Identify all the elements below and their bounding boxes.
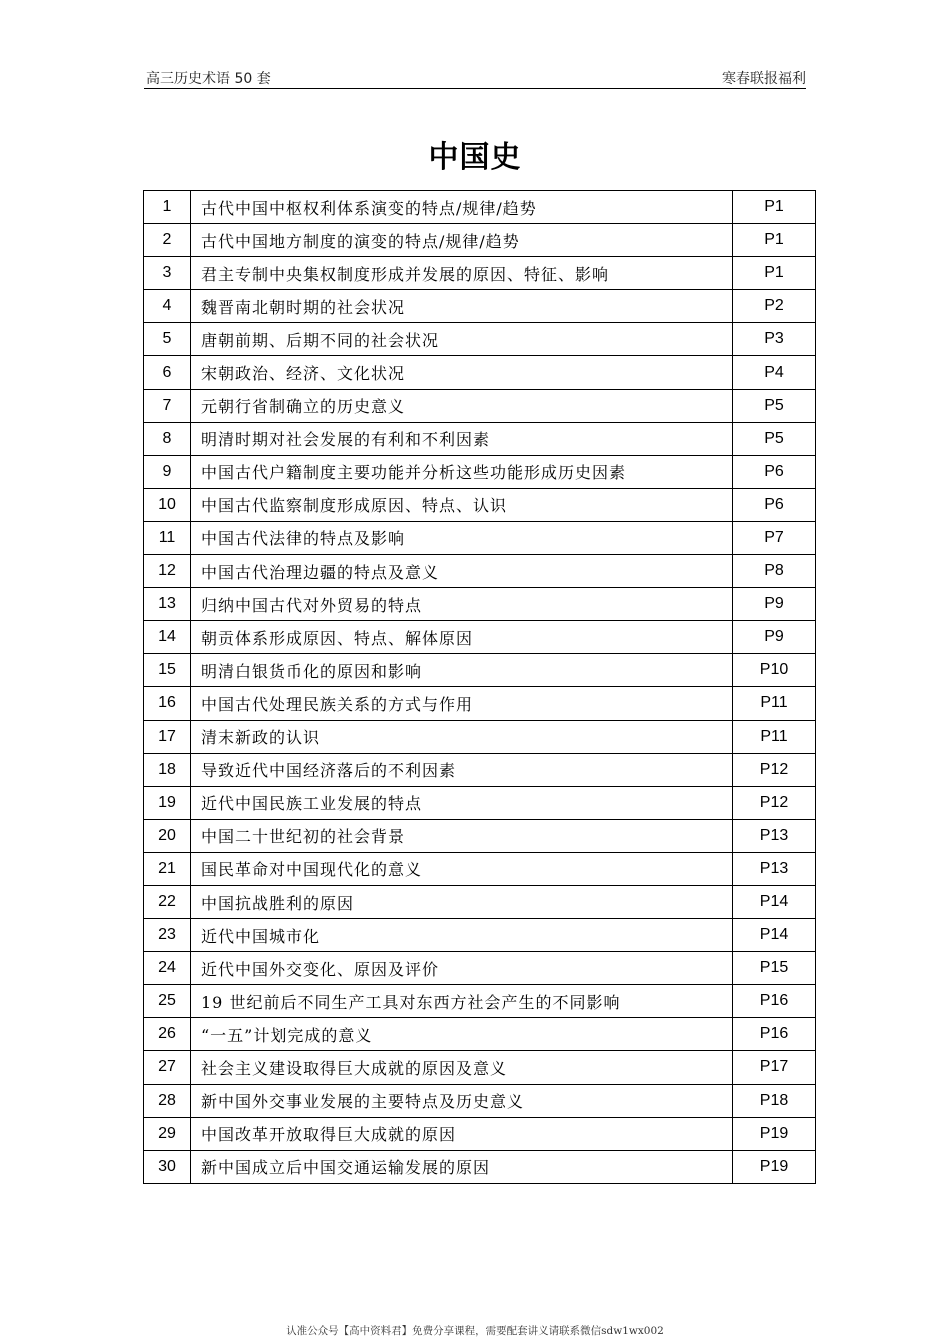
row-topic: 近代中国民族工业发展的特点 — [191, 786, 733, 819]
header-left-text: 高三历史术语 50 套 — [146, 71, 271, 87]
table-row — [144, 621, 816, 654]
row-topic: 新中国成立后中国交通运输发展的原因 — [191, 1150, 733, 1183]
row-number: 18 — [144, 753, 191, 786]
table-row — [144, 588, 816, 621]
row-number: 16 — [144, 687, 191, 720]
row-number: 10 — [144, 488, 191, 521]
row-page-ref: P1 — [733, 257, 816, 290]
row-number: 5 — [144, 323, 191, 356]
row-number: 11 — [144, 521, 191, 554]
row-number: 19 — [144, 786, 191, 819]
row-topic: 中国古代法律的特点及影响 — [191, 521, 733, 554]
row-page-ref: P9 — [733, 588, 816, 621]
page-title: 中国史 — [428, 140, 522, 175]
row-page-ref: P11 — [733, 687, 816, 720]
toc-body — [144, 191, 816, 1184]
table-row — [144, 356, 816, 389]
row-page-ref: P3 — [733, 323, 816, 356]
table-row — [144, 1150, 816, 1183]
row-topic: 明清白银货币化的原因和影响 — [191, 654, 733, 687]
header-right-text: 寒春联报福利 — [722, 71, 806, 87]
table-row — [144, 985, 816, 1018]
row-topic: 中国古代监察制度形成原因、特点、认识 — [191, 488, 733, 521]
row-number: 3 — [144, 257, 191, 290]
row-page-ref: P13 — [733, 852, 816, 885]
row-page-ref: P5 — [733, 422, 816, 455]
row-number: 7 — [144, 389, 191, 422]
row-number: 23 — [144, 919, 191, 952]
row-number: 12 — [144, 555, 191, 588]
table-row — [144, 753, 816, 786]
row-page-ref: P12 — [733, 753, 816, 786]
row-topic: 宋朝政治、经济、文化状况 — [191, 356, 733, 389]
table-row — [144, 952, 816, 985]
row-topic: 君主专制中央集权制度形成并发展的原因、特征、影响 — [191, 257, 733, 290]
row-page-ref: P19 — [733, 1150, 816, 1183]
row-topic: 中国古代治理边疆的特点及意义 — [191, 555, 733, 588]
row-topic: 归纳中国古代对外贸易的特点 — [191, 588, 733, 621]
row-topic: 社会主义建设取得巨大成就的原因及意义 — [191, 1051, 733, 1084]
row-number: 27 — [144, 1051, 191, 1084]
row-page-ref: P7 — [733, 521, 816, 554]
row-page-ref: P18 — [733, 1084, 816, 1117]
row-topic: 朝贡体系形成原因、特点、解体原因 — [191, 621, 733, 654]
row-number: 9 — [144, 455, 191, 488]
table-row — [144, 1018, 816, 1051]
row-topic: 近代中国城市化 — [191, 919, 733, 952]
row-topic: 古代中国中枢权利体系演变的特点/规律/趋势 — [191, 191, 733, 224]
table-row — [144, 455, 816, 488]
table-row — [144, 654, 816, 687]
row-page-ref: P16 — [733, 985, 816, 1018]
row-topic: 国民革命对中国现代化的意义 — [191, 852, 733, 885]
table-row — [144, 521, 816, 554]
table-row — [144, 720, 816, 753]
page-header — [144, 66, 806, 89]
row-number: 15 — [144, 654, 191, 687]
row-topic: 明清时期对社会发展的有利和不利因素 — [191, 422, 733, 455]
row-topic: 导致近代中国经济落后的不利因素 — [191, 753, 733, 786]
table-row — [144, 1084, 816, 1117]
row-page-ref: P10 — [733, 654, 816, 687]
row-number: 25 — [144, 985, 191, 1018]
table-row — [144, 257, 816, 290]
row-topic: 19 世纪前后不同生产工具对东西方社会产生的不同影响 — [191, 985, 733, 1018]
row-page-ref: P14 — [733, 919, 816, 952]
table-row — [144, 687, 816, 720]
row-number: 29 — [144, 1117, 191, 1150]
row-page-ref: P4 — [733, 356, 816, 389]
row-page-ref: P1 — [733, 224, 816, 257]
row-topic: 近代中国外交变化、原因及评价 — [191, 952, 733, 985]
row-number: 28 — [144, 1084, 191, 1117]
page-footer: 认准公众号【高中资料君】免费分享课程，需要配套讲义请联系微信sdw1wx002 — [286, 1325, 664, 1337]
row-number: 13 — [144, 588, 191, 621]
table-row — [144, 224, 816, 257]
row-topic: 新中国外交事业发展的主要特点及历史意义 — [191, 1084, 733, 1117]
row-page-ref: P14 — [733, 885, 816, 918]
table-row — [144, 389, 816, 422]
row-topic: 清末新政的认识 — [191, 720, 733, 753]
row-number: 4 — [144, 290, 191, 323]
row-topic: 魏晋南北朝时期的社会状况 — [191, 290, 733, 323]
table-row — [144, 885, 816, 918]
table-of-contents — [143, 190, 816, 1184]
row-topic: 唐朝前期、后期不同的社会状况 — [191, 323, 733, 356]
row-page-ref: P6 — [733, 455, 816, 488]
row-page-ref: P15 — [733, 952, 816, 985]
row-page-ref: P6 — [733, 488, 816, 521]
row-page-ref: P9 — [733, 621, 816, 654]
row-number: 24 — [144, 952, 191, 985]
row-number: 22 — [144, 885, 191, 918]
table-row — [144, 555, 816, 588]
row-page-ref: P8 — [733, 555, 816, 588]
row-page-ref: P2 — [733, 290, 816, 323]
row-page-ref: P17 — [733, 1051, 816, 1084]
table-row — [144, 819, 816, 852]
row-page-ref: P13 — [733, 819, 816, 852]
table-row — [144, 852, 816, 885]
table-row — [144, 290, 816, 323]
row-number: 8 — [144, 422, 191, 455]
row-number: 6 — [144, 356, 191, 389]
table-row — [144, 919, 816, 952]
row-number: 1 — [144, 191, 191, 224]
row-topic: 古代中国地方制度的演变的特点/规律/趋势 — [191, 224, 733, 257]
table-row — [144, 323, 816, 356]
row-topic: 中国二十世纪初的社会背景 — [191, 819, 733, 852]
row-number: 26 — [144, 1018, 191, 1051]
row-page-ref: P16 — [733, 1018, 816, 1051]
table-row — [144, 786, 816, 819]
row-topic: 元朝行省制确立的历史意义 — [191, 389, 733, 422]
row-topic: 中国抗战胜利的原因 — [191, 885, 733, 918]
row-number: 2 — [144, 224, 191, 257]
row-page-ref: P12 — [733, 786, 816, 819]
row-topic: 中国改革开放取得巨大成就的原因 — [191, 1117, 733, 1150]
row-page-ref: P11 — [733, 720, 816, 753]
table-row — [144, 422, 816, 455]
row-page-ref: P5 — [733, 389, 816, 422]
row-topic: 中国古代处理民族关系的方式与作用 — [191, 687, 733, 720]
row-topic: 中国古代户籍制度主要功能并分析这些功能形成历史因素 — [191, 455, 733, 488]
row-page-ref: P1 — [733, 191, 816, 224]
table-row — [144, 488, 816, 521]
row-number: 14 — [144, 621, 191, 654]
table-row — [144, 191, 816, 224]
table-row — [144, 1051, 816, 1084]
row-number: 30 — [144, 1150, 191, 1183]
row-number: 21 — [144, 852, 191, 885]
table-row — [144, 1117, 816, 1150]
row-page-ref: P19 — [733, 1117, 816, 1150]
row-topic: “一五”计划完成的意义 — [191, 1018, 733, 1051]
row-number: 17 — [144, 720, 191, 753]
row-number: 20 — [144, 819, 191, 852]
